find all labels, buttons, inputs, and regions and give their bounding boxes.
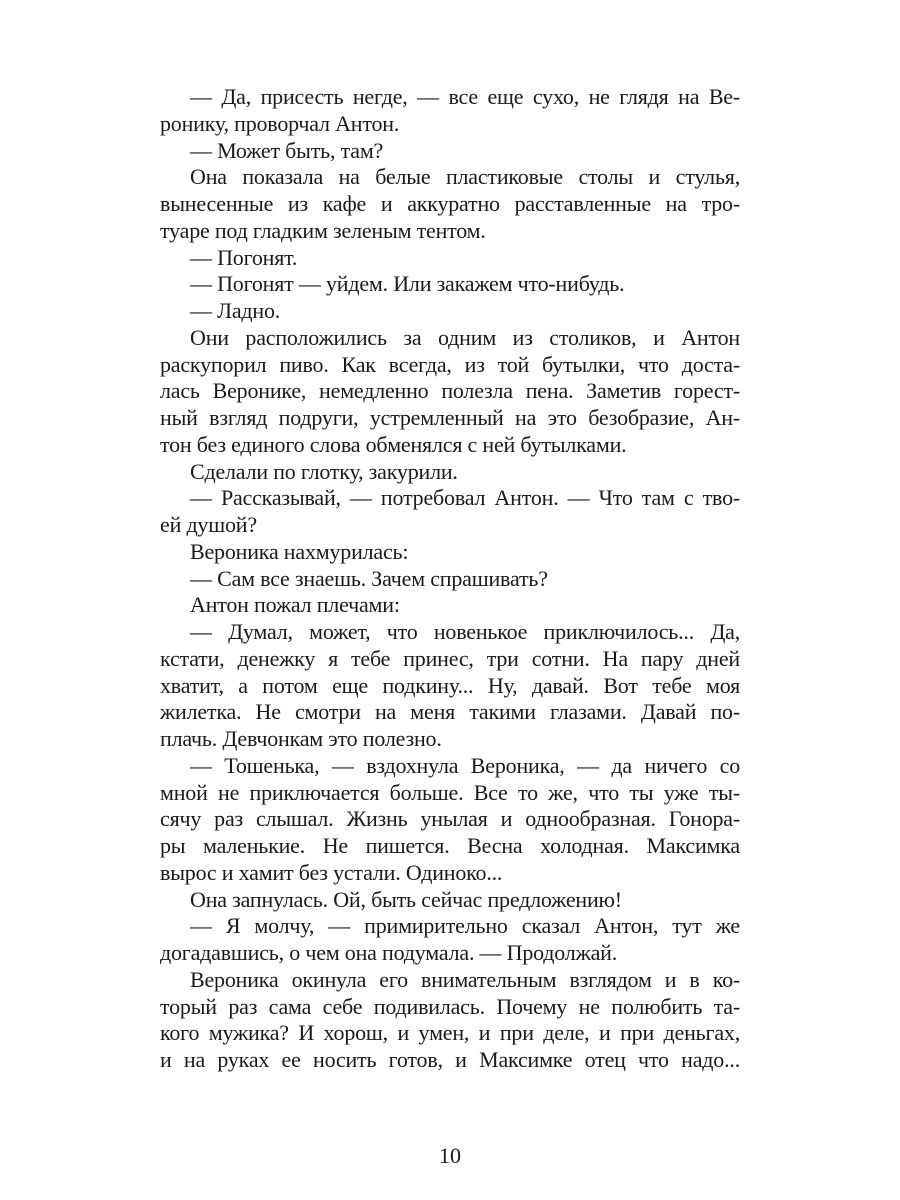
text-line: — Я молчу, — примирительно сказал Антон, тут же <box>190 913 740 939</box>
body-text <box>160 84 740 1074</box>
text-line: — Погонят. <box>190 244 298 270</box>
text-line: — Думал, может, что новенькое приключилось... Да, <box>190 619 740 644</box>
text-line: — Тошенька, — вздохнула Вероника, — да ничего со <box>190 752 740 778</box>
text-line: туаре под гладким зеленым тентом. <box>160 217 486 243</box>
text-line: тон без единого слова обменялся с ней бутылками. <box>160 431 627 457</box>
text-line: мной не приключается больше. Все то же, что ты уже ты- <box>160 779 740 805</box>
text-line: Вероника окинула его внимательным взглядом и в ко- <box>190 966 740 992</box>
text-line: лась Веронике, немедленно полезла пена. Заметив горест- <box>160 378 740 404</box>
text-line: — Погонят — уйдем. Или закажем что-нибудь. <box>190 271 625 297</box>
text-line: жилетка. Не смотри на меня такими глазами. Давай по- <box>160 699 740 725</box>
text-line: догадавшись, о чем она подумала. — Продолжай. <box>160 940 618 965</box>
text-line: хватит, а потом еще подкину... Ну, давай. Вот тебе моя <box>160 672 740 698</box>
text-line: сячу раз слышал. Жизнь унылая и однообразная. Гонора- <box>160 806 740 832</box>
text-line: вынесенные из кафе и аккуратно расставленные на тро- <box>160 191 740 216</box>
text-line: — Сам все знаешь. Зачем спрашивать? <box>190 565 548 591</box>
text-line: вырос и хамит без устали. Одиноко... <box>160 859 503 885</box>
text-line: раскупорил пиво. Как всегда, из той бутылки, что доста- <box>160 351 740 377</box>
text-line: ры маленькие. Не пишется. Весна холодная. Максимка <box>160 833 740 858</box>
page-number: 10 <box>439 1143 461 1168</box>
text-line: ей душой? <box>160 512 257 537</box>
text-line: торый раз сама себе подивилась. Почему не полюбить та- <box>160 993 740 1019</box>
text-line: кого мужика? И хорош, и умен, и при деле, и при деньгах, <box>160 1020 740 1046</box>
text-line: Вероника нахмурилась: <box>190 538 409 564</box>
text-line: Сделали по глотку, закурили. <box>190 458 458 484</box>
text-line: ный взгляд подруги, устремленный на это безобразие, Ан- <box>160 405 740 430</box>
text-line: — Рассказывай, — потребовал Антон. — Что там с тво- <box>190 485 740 511</box>
text-line: плачь. Девчонкам это полезно. <box>160 726 442 751</box>
text-line: Антон пожал плечами: <box>190 592 400 618</box>
text-line: Они расположились за одним из столиков, и Антон <box>190 324 740 350</box>
text-line: — Может быть, там? <box>190 137 384 163</box>
text-line: Она показала на белые пластиковые столы и стулья, <box>190 164 740 190</box>
text-line: и на руках ее носить готов, и Максимке отец что надо... <box>160 1047 740 1072</box>
text-line: — Да, присесть негде, — все еще сухо, не глядя на Ве- <box>190 84 740 109</box>
text-line: ронику, проворчал Антон. <box>160 110 400 136</box>
text-line: Она запнулась. Ой, быть сейчас предложению! <box>190 886 622 912</box>
text-line: кстати, денежку я тебе принес, три сотни. На пару дней <box>160 645 740 671</box>
text-line: — Ладно. <box>190 298 281 323</box>
